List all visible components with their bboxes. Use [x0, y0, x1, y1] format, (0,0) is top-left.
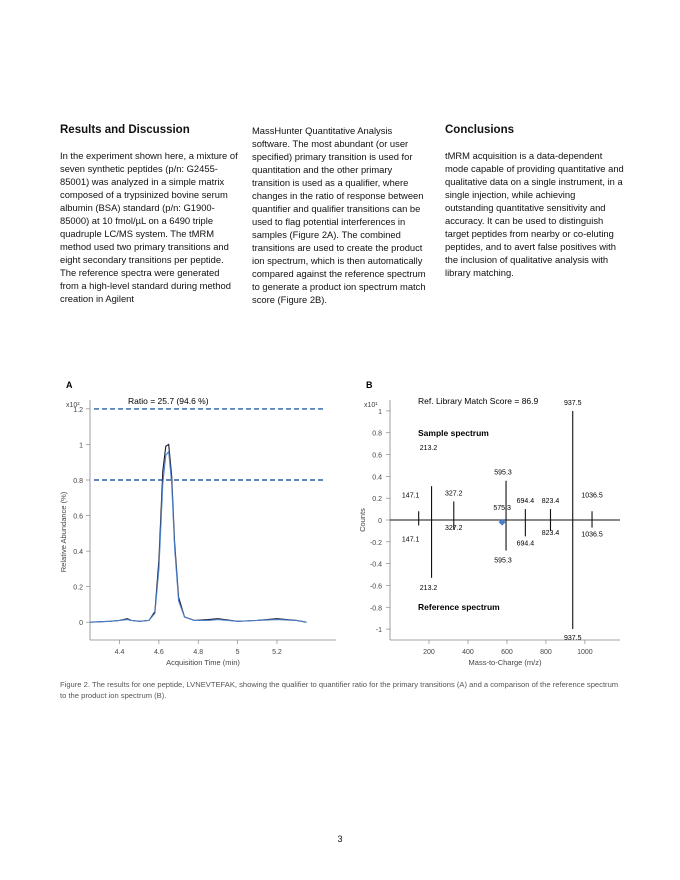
results-heading: Results and Discussion	[60, 124, 190, 136]
panel-a-ytick-label: 0.4	[73, 549, 83, 557]
panel-b-sample-peak-label: 937.5	[563, 399, 582, 407]
panel-b-xtick-label: 200	[423, 649, 435, 656]
middle-paragraph: MassHunter Quantitative Analysis software. The most abundant (or user specified) primary transition is used for quantitation and the other primary transition is used as a qualifier, where changes in the ratio of response between quantifier and qualifier transitions can be used to flag potential interferences in samples (Figure 2A). The combined transitions are used to create the product ion spectrum, which is then automatically compared against the reference spectrum to generate a product ion spectrum match score (Figure 2B).	[252, 125, 426, 305]
panel-b-ytick-label: -0.8	[369, 605, 382, 613]
panel-b-reference-peak-label: 937.5	[563, 635, 582, 643]
panel-a-xtick-label: 5.2	[272, 649, 282, 656]
panel-a-ytick-label: 0	[79, 620, 83, 628]
panel-b-reference-peak-label: 595.3	[494, 557, 512, 565]
panel-b-sample-peak-label: 1036.5	[581, 492, 603, 500]
panel-b-precursor-label: 575.3	[493, 505, 511, 513]
panel-a-series-quantifier	[90, 444, 307, 622]
panel-b-ytick-label: -0.4	[369, 561, 382, 569]
panel-a-ytick-label: 1	[79, 442, 83, 450]
panel-b-reference-title: Reference spectrum	[418, 602, 500, 612]
panel-b-ytick-label: 0	[378, 518, 382, 525]
panel-b-ytick-label: 0.2	[372, 496, 382, 504]
panel-b-sample-peak-label: 694.4	[516, 498, 535, 506]
panel-a-xlabel: Acquisition Time (min)	[166, 658, 240, 667]
panel-a-ytick-label: 0.8	[73, 478, 83, 485]
panel-b-reference-peak-label: 327.2	[445, 524, 463, 532]
panel-b-reference-peak-label: 147.1	[401, 536, 420, 544]
panel-b-ytick-label: 0.8	[372, 430, 382, 438]
panel-b-reference-peak-label: 1036.5	[581, 531, 603, 539]
conclusions-heading: Conclusions	[445, 124, 515, 136]
panel-b-xtick-label: 400	[462, 649, 474, 656]
panel-a-scale: x10²	[66, 402, 80, 409]
panel-b-ytick-label: 1	[378, 408, 382, 416]
panel-b-xtick-label: 1000	[577, 649, 593, 656]
panel-b-sample-peak-label: 147.1	[401, 492, 420, 500]
panel-b-xtick-label: 600	[501, 649, 513, 656]
panel-b-reference-peak-label: 213.2	[419, 584, 438, 592]
panel-b-sample-peak-label: 327.2	[445, 490, 463, 498]
panel-b-ytick-label: -1	[375, 627, 382, 635]
panel-b-sample-peak-label: 213.2	[419, 445, 438, 453]
panel-a-xtick-label: 5	[235, 649, 240, 656]
conclusions-paragraph: tMRM acquisition is a data-dependent mode capable of providing quantitative and qualitative data on a single instrument, in a single injection, while achieving outstanding quantitative sensitivity and accuracy. It can be used to distinguish target peptides from nearby or co-eluting peptides, and to avert false positives with the inclusion of qualitative analysis with library matching.	[445, 150, 624, 278]
panel-b-ytick-label: 0.4	[372, 474, 382, 482]
panel-b-sample-peak-label: 823.4	[541, 498, 560, 506]
panel-b-label: B	[366, 380, 373, 390]
panel-b-ylabel: Counts	[358, 508, 367, 532]
panel-a-series-qualifier	[90, 452, 307, 623]
panel-b-xtick-label: 800	[540, 649, 552, 656]
panel-a-ytick-label: 0.6	[73, 513, 83, 521]
panel-b-score: Ref. Library Match Score = 86.9	[418, 396, 539, 406]
panel-b-scale: x10¹	[364, 402, 378, 409]
panel-a-xtick-label: 4.6	[154, 649, 164, 656]
panel-a-ratio: Ratio = 25.7 (94.6 %)	[128, 396, 209, 406]
panel-b-xlabel: Mass-to-Charge (m/z)	[468, 658, 542, 667]
panel-b-sample-peak-label: 595.3	[494, 469, 512, 477]
panel-b-ytick-label: -0.2	[369, 539, 382, 547]
panel-b-ytick-label: 0.6	[372, 452, 382, 460]
panel-b-sample-title: Sample spectrum	[418, 428, 489, 438]
panel-b-ytick-label: -0.6	[369, 583, 382, 591]
panel-a-ytick-label: 0.2	[73, 584, 83, 592]
panel-a-ylabel: Relative Abundance (%)	[59, 491, 68, 573]
panel-a-ytick-label: 1.2	[73, 406, 83, 414]
panel-a-xtick-label: 4.4	[114, 649, 125, 656]
panel-a-label: A	[66, 380, 73, 390]
figure-caption: Figure 2. The results for one peptide, LVNEVTEFAK, showing the qualifier to quantifier ratio for the primary transitions (A) and a comparison of the reference spectrum to the product ion spectrum (B).	[60, 680, 619, 700]
results-paragraph: In the experiment shown here, a mixture of seven synthetic peptides (p/n: G2455-85001) was analyzed in a simple matrix composed of a trypsinized bovine serum albumin (BSA) standard (p/n: G1900-85000) at 10 fmol/µL on a 6490 triple quadruple LC/MS system. The tMRM method used two primary transitions and eight secondary transitions per peptide. The reference spectra were generated from a high-level standard during method creation in Agilent	[60, 150, 238, 304]
page-number: 3	[337, 834, 343, 844]
panel-b-reference-peak-label: 823.4	[541, 529, 560, 537]
panel-a-xtick-label: 4.8	[193, 649, 204, 656]
panel-b-reference-peak-label: 694.4	[516, 540, 535, 548]
